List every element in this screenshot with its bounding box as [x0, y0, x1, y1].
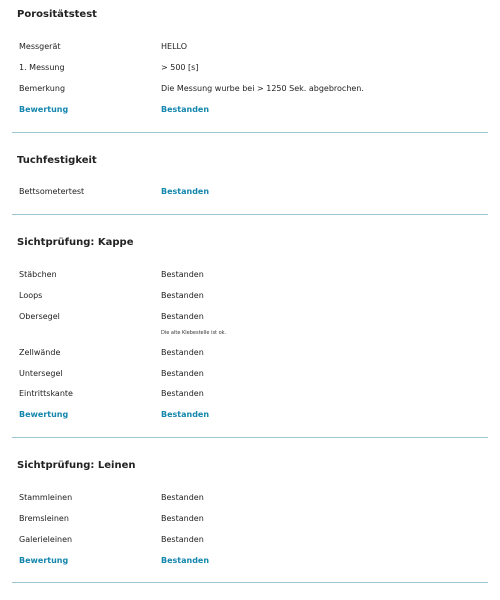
row-bewertung-porositaet [0, 104, 500, 116]
rating-label: Bewertung [19, 105, 69, 114]
row-label: 1. Messung [19, 63, 65, 72]
row-label: Untersegel [19, 369, 63, 378]
row-obersegel [0, 311, 500, 323]
row-value: Bestanden [161, 493, 204, 502]
section-title-tuchfestigkeit: Tuchfestigkeit [17, 155, 97, 166]
row-messgeraet [0, 41, 500, 53]
section-title-porositaetstest: Porositätstest [17, 9, 97, 20]
row-bremsleinen [0, 513, 500, 525]
row-label: Stäbchen [19, 270, 57, 279]
row-label: Eintrittskante [19, 389, 73, 398]
section-divider [12, 214, 488, 215]
row-stammleinen [0, 492, 500, 504]
row-value: Bestanden [161, 535, 204, 544]
row-label: Bemerkung [19, 84, 66, 93]
section-divider [12, 437, 488, 438]
row-label: Zellwände [19, 348, 61, 357]
row-label: Stammleinen [19, 493, 73, 502]
row-value: Die Messung wurbe bei > 1250 Sek. abgebrochen. [161, 84, 364, 93]
row-value: Bestanden [161, 514, 204, 523]
row-value: HELLO [161, 42, 187, 51]
rating-label: Bewertung [19, 556, 69, 565]
section-title-leinen: Sichtprüfung: Leinen [17, 460, 136, 471]
row-loops [0, 290, 500, 302]
row-bewertung-kappe [0, 409, 500, 421]
row-bewertung-leinen [0, 555, 500, 567]
row-value: Bestanden [161, 291, 204, 300]
row-zellwaende [0, 347, 500, 359]
rating-label: Bewertung [19, 410, 69, 419]
row-label: Bremsleinen [19, 514, 69, 523]
rating-value: Bestanden [161, 410, 210, 419]
section-divider [12, 582, 488, 583]
row-label: Bettsometertest [19, 187, 85, 196]
row-label: Loops [19, 291, 43, 300]
row-label: Obersegel [19, 312, 60, 321]
row-label: Messgerät [19, 42, 61, 51]
row-eintrittskante [0, 388, 500, 400]
row-value: Bestanden [161, 348, 204, 357]
section-title-kappe: Sichtprüfung: Kappe [17, 237, 134, 248]
rating-value: Bestanden [161, 556, 210, 565]
rating-value: Bestanden [161, 105, 210, 114]
row-galerieleinen [0, 534, 500, 546]
row-bettsometertest [0, 186, 500, 198]
row-staebchen [0, 269, 500, 281]
row-value: Bestanden [161, 389, 204, 398]
row-messung-1 [0, 62, 500, 74]
row-label: Galerieleinen [19, 535, 73, 544]
row-value: Bestanden [161, 369, 204, 378]
row-value: Bestanden [161, 312, 204, 321]
row-value: Bestanden [161, 270, 204, 279]
row-untersegel [0, 368, 500, 380]
row-note: Die alte Klebestelle ist ok. [161, 330, 227, 336]
section-divider [12, 132, 488, 133]
row-value: Bestanden [161, 187, 210, 196]
row-bemerkung [0, 83, 500, 95]
row-value: > 500 [s] [161, 63, 199, 72]
